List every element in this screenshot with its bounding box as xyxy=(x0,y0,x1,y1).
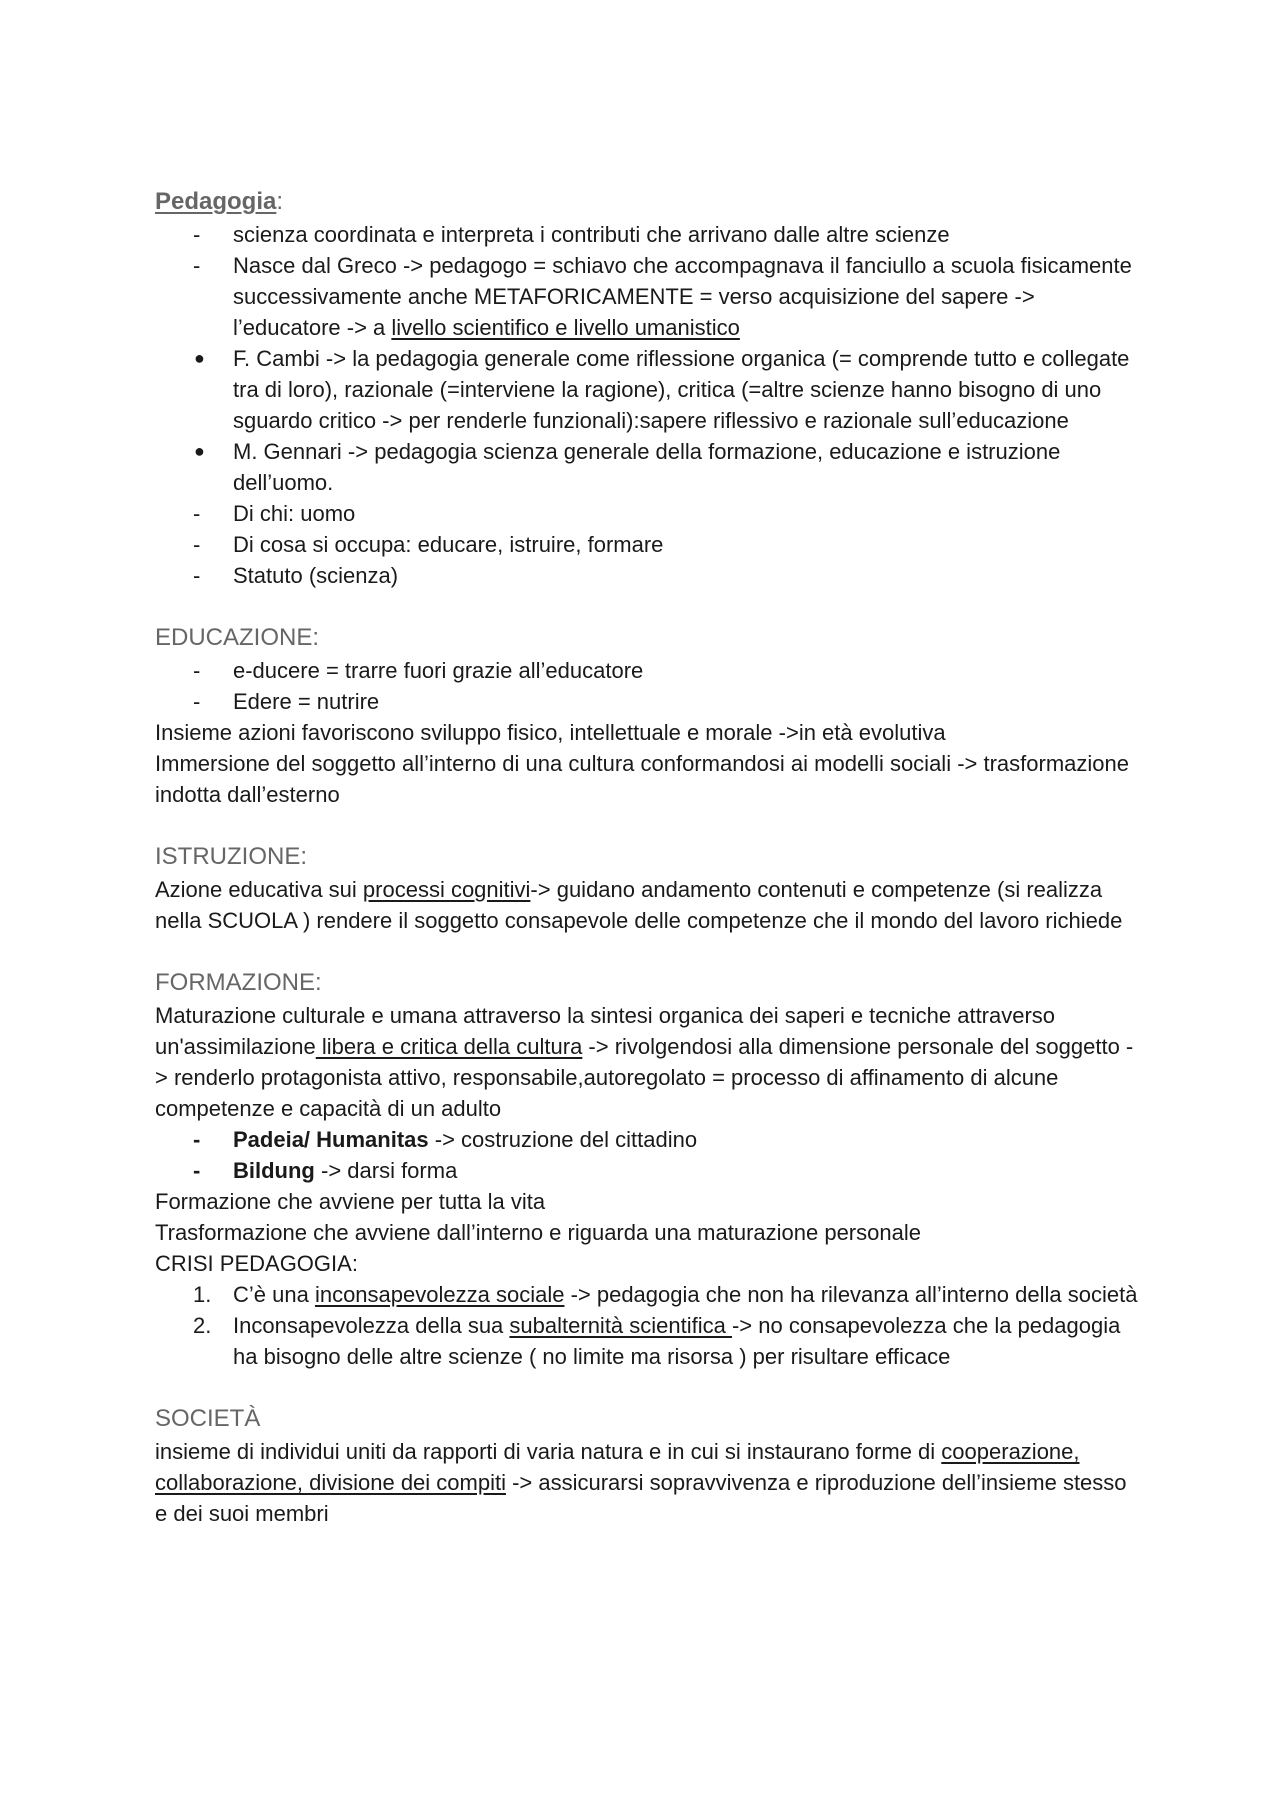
heading-formazione: FORMAZIONE: xyxy=(155,969,322,996)
underlined-text: cooperazione, collaborazione, divisione dei compiti xyxy=(155,1439,1080,1495)
societa-paragraph xyxy=(155,1436,1140,1529)
list-item xyxy=(155,343,1140,436)
dash-marker: - xyxy=(193,658,201,683)
list-item-text: e-ducere = trarre fuori grazie all’educatore xyxy=(233,658,644,683)
underlined-text: libera e critica della cultura xyxy=(315,1034,583,1059)
list-item-text: C’è una xyxy=(233,1282,315,1307)
heading-educazione: EDUCAZIONE: xyxy=(155,624,320,651)
section-gap xyxy=(155,1372,1140,1402)
pedagogia-list xyxy=(155,219,1140,591)
paragraph-text: -> guidano andamento contenuti e competenze (si realizza nella SCUOLA ) rendere il soggetto consapevole delle competenze che il mondo del lavoro richiede xyxy=(155,877,1123,933)
dash-marker: - xyxy=(193,501,201,526)
dash-marker: - xyxy=(193,222,201,247)
formazione-paragraph-3: Trasformazione che avviene dall’interno e riguarda una maturazione personale xyxy=(155,1220,921,1245)
paragraph-text: -> assicurarsi sopravvivenza e riproduzione dell’insieme stesso e dei suoi membri xyxy=(155,1470,1127,1526)
crisi-pedagogia-title: CRISI PEDAGOGIA: xyxy=(155,1251,358,1276)
heading-pedagogia xyxy=(155,185,1140,219)
paragraph-text: Maturazione culturale e umana attraverso la sintesi organica dei saperi e tecniche attraverso un'assimilazione xyxy=(155,1003,1056,1059)
list-item-text: -> no consapevolezza che la pedagogia ha bisogno delle altre scienze ( no limite ma risorsa ) per risultare efficace xyxy=(233,1313,1121,1369)
underlined-text: livello scientifico e livello umanistico xyxy=(391,315,740,340)
list-item xyxy=(155,560,1140,591)
underlined-text: processi cognitivi xyxy=(362,877,531,902)
bullet-marker: ● xyxy=(194,348,205,368)
list-item-text: -> costruzione del cittadino xyxy=(428,1127,698,1152)
section-gap xyxy=(155,936,1140,966)
list-item-text: Di cosa si occupa: educare, istruire, formare xyxy=(233,532,664,557)
dash-marker: - xyxy=(193,532,201,557)
formazione-list xyxy=(155,1124,1140,1186)
list-item-text: Inconsapevolezza della sua xyxy=(233,1313,510,1338)
bold-term: Padeia/ Humanitas xyxy=(233,1127,429,1152)
number-marker: 2. xyxy=(193,1313,212,1338)
underlined-text: inconsapevolezza sociale xyxy=(314,1282,565,1307)
list-item xyxy=(155,686,1140,717)
list-item xyxy=(155,655,1140,686)
dash-marker: - xyxy=(193,1158,201,1183)
list-item xyxy=(155,436,1140,498)
number-marker: 1. xyxy=(193,1282,212,1307)
dash-marker: - xyxy=(193,563,201,588)
crisi-pedagogia-list xyxy=(155,1279,1140,1372)
list-item xyxy=(155,1155,1140,1186)
heading-societa: SOCIETÀ xyxy=(155,1405,261,1432)
bold-term: Bildung xyxy=(233,1158,315,1183)
dash-marker: - xyxy=(193,689,201,714)
list-item-text: Edere = nutrire xyxy=(233,689,380,714)
numbered-item xyxy=(155,1310,1140,1372)
dash-marker: - xyxy=(193,253,201,278)
list-item-text: scienza coordinata e interpreta i contributi che arrivano dalle altre scienze xyxy=(233,222,950,247)
section-gap xyxy=(155,810,1140,840)
list-item-text: F. Cambi -> la pedagogia generale come riflessione organica (= comprende tutto e collegate tra di loro), razionale (=interviene la ragione), critica (=altre scienze hanno bisogno di uno sguardo critico -> per renderle funzionali):sapere riflessivo e razionale sull’educazione xyxy=(233,346,1130,433)
list-item-text: Nasce dal Greco -> pedagogo = schiavo che accompagnava il fanciullo a scuola fisicamente successivamente anche METAFORICAMENTE = verso acquisizione del sapere -> l’educatore -> a xyxy=(233,253,1132,340)
paragraph-text: -> rivolgendosi alla dimensione personale del soggetto -> renderlo protagonista attivo, responsabile,autoregolato = processo di affinamento di alcune competenze e capacità di un adulto xyxy=(155,1034,1134,1121)
dash-marker: - xyxy=(193,1127,201,1152)
list-item xyxy=(155,250,1140,343)
list-item xyxy=(155,219,1140,250)
underlined-text: subalternità scientifica xyxy=(509,1313,732,1338)
list-item-text: -> pedagogia che non ha rilevanza all’interno della società xyxy=(564,1282,1138,1307)
list-item-text: Statuto (scienza) xyxy=(233,563,399,588)
list-item-text: M. Gennari -> pedagogia scienza generale della formazione, educazione e istruzione dell’uomo. xyxy=(233,439,1061,495)
heading-pedagogia-title: Pedagogia xyxy=(155,188,277,215)
istruzione-paragraph xyxy=(155,874,1140,936)
bullet-marker: ● xyxy=(194,441,205,461)
heading-pedagogia-colon: : xyxy=(276,188,284,215)
list-item xyxy=(155,1124,1140,1155)
formazione-paragraph-2: Formazione che avviene per tutta la vita xyxy=(155,1189,546,1214)
list-item-text: -> darsi forma xyxy=(314,1158,458,1183)
section-gap xyxy=(155,591,1140,621)
list-item xyxy=(155,498,1140,529)
paragraph-text: Azione educativa sui xyxy=(155,877,363,902)
numbered-item xyxy=(155,1279,1140,1310)
list-item-text: Di chi: uomo xyxy=(233,501,356,526)
educazione-paragraph-1: Insieme azioni favoriscono sviluppo fisico, intellettuale e morale ->in età evolutiva xyxy=(155,720,946,745)
heading-istruzione: ISTRUZIONE: xyxy=(155,843,308,870)
educazione-list xyxy=(155,655,1140,717)
formazione-paragraph-1 xyxy=(155,1000,1140,1124)
educazione-paragraph-2: Immersione del soggetto all’interno di una cultura conformandosi ai modelli sociali -> trasformazione indotta dall’esterno xyxy=(155,751,1129,807)
list-item xyxy=(155,529,1140,560)
paragraph-text: insieme di individui uniti da rapporti di varia natura e in cui si instaurano forme di xyxy=(155,1439,942,1464)
